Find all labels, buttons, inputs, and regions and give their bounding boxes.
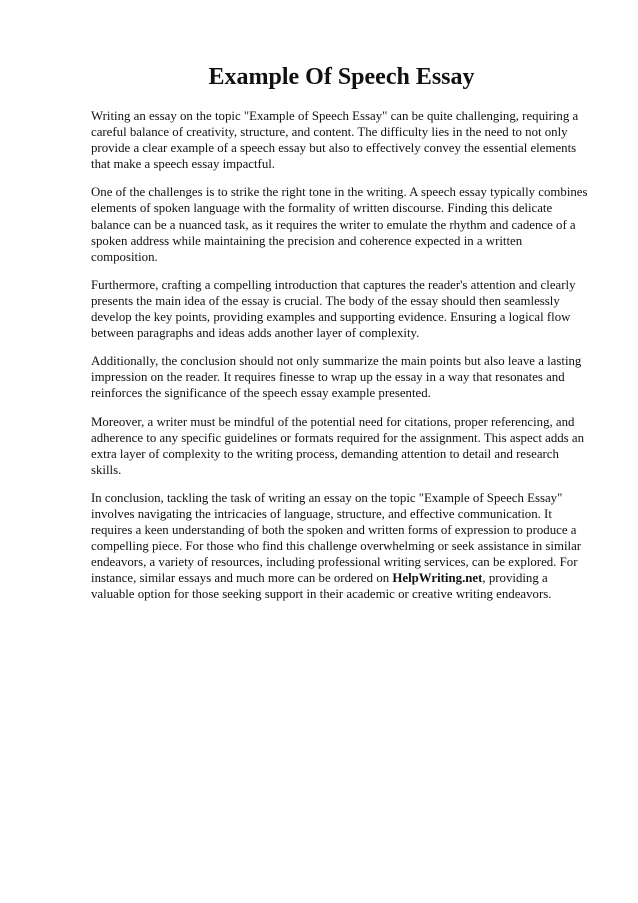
page-title: Example Of Speech Essay [208, 64, 475, 90]
paragraph-citations: Moreover, a writer must be mindful of the potential need for citations, proper referencing, and adherence to any specific guidelines or formats required for the assignment. This aspect adds an extra layer of complexity to the writing process, demanding attention to detail and research skills. [91, 414, 585, 477]
paragraph-introduction-body: Furthermore, crafting a compelling introduction that captures the reader's attention and clearly presents the main idea of the essay is crucial. The body of the essay should then seamlessly develop the key points, providing examples and supporting evidence. Ensuring a logical flow between paragraphs and ideas adds another layer of complexity. [91, 277, 576, 341]
paragraph-final [91, 490, 592, 603]
paragraph-tone: One of the challenges is to strike the right tone in the writing. A speech essay typically combines elements of spoken language with the formality of written discourse. Finding this delicate balance can be a nuanced task, as it requires the writer to emulate the rhythm and cadence of a spoken address while maintaining the precision and coherence expected in a written composition. [91, 185, 588, 264]
helpwriting-link[interactable]: HelpWriting.net [392, 571, 483, 586]
paragraph-conclusion-advice: Additionally, the conclusion should not only summarize the main points but also leave a lasting impression on the reader. It requires finesse to wrap up the essay in a way that resonates and reinforces the significance of the speech essay example presented. [91, 354, 582, 401]
paragraph-intro: Writing an essay on the topic "Example of Speech Essay" can be quite challenging, requiring a careful balance of creativity, structure, and content. The difficulty lies in the need to not only provide a clear example of a speech essay but also to effectively convey the essential elements that make a speech essay impactful. [91, 109, 579, 172]
final-text-after-link: , providing a valuable option for those seeking support in their academic or creative writing endeavors. [91, 571, 552, 602]
final-text-before-link: In conclusion, tackling the task of writing an essay on the topic "Example of Speech Essay" involves navigating the intricacies of language, structure, and effective communication. It requires a keen understanding of both the spoken and written forms of expression to produce a compelling piece. For those who find this challenge overwhelming or seek assistance in similar endeavors, a variety of resources, including professional writing services, can be explored. For instance, similar essays and much more can be ordered on [91, 490, 582, 586]
